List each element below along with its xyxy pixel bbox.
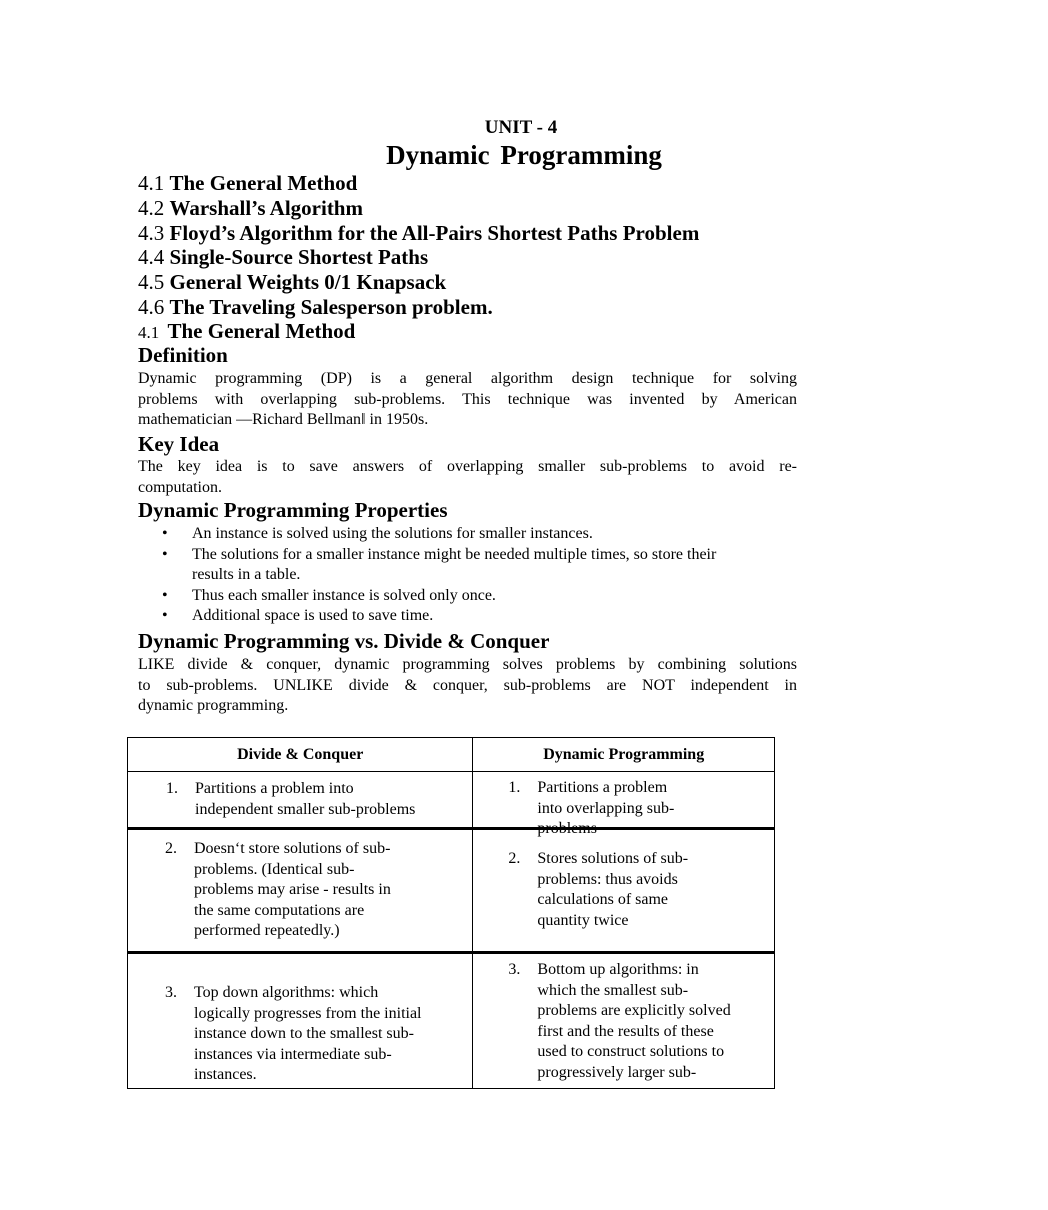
cell-line: used to construct solutions to [537,1043,725,1061]
comparison-paragraph [138,655,797,717]
cell-line: logically progresses from the initial [194,1004,422,1022]
cell-line: quantity twice [537,911,629,929]
paragraph-line: The key idea is to save answers of overlapping smaller sub-problems to avoid re- [138,458,797,475]
section-number: 4.1 [138,323,160,342]
cell-line: Partitions a problem [537,779,668,796]
cell-line: Stores solutions of sub- [537,850,689,867]
table-row [128,829,775,953]
list-item-text: Thus each smaller instance is solved only once. [192,586,496,604]
comparison-heading: Dynamic Programming vs. Divide & Conquer [138,629,550,653]
cell-line: which the smallest sub- [537,981,689,999]
cell-line: problems: thus avoids [537,870,678,888]
cell-line: first and the results of these [537,1022,714,1040]
list-item [162,524,792,545]
list-item [162,586,792,607]
bullet-icon: • [162,586,168,604]
toc-item [138,270,446,295]
toc-number: 4.2 [138,196,165,220]
cell-line: performed repeatedly.) [194,922,340,940]
page-title: Dynamic Programming [386,140,662,170]
toc-item [138,171,357,196]
comparison-table [127,737,775,1089]
list-item-text: Additional space is used to save time. [192,607,434,624]
item-number: 3. [508,961,521,978]
item-number: 3. [165,984,177,1001]
key-idea-paragraph [138,457,797,498]
cell-line: problems [537,820,597,838]
toc-number: 4.6 [138,295,165,319]
cell-line: Doesn‘t store solutions of sub- [194,840,391,857]
cell-line: problems may arise - results in [194,881,391,899]
column-header: Divide & Conquer [128,738,473,772]
list-item [162,545,792,586]
table-cell [128,829,473,953]
unit-label: UNIT - 4 [484,117,558,138]
toc-label: The Traveling Salesperson problem. [169,295,493,319]
toc-label: General Weights 0/1 Knapsack [169,270,447,294]
cell-line: calculations of same [537,891,669,909]
toc-label: Warshall’s Algorithm [169,196,363,220]
toc-number: 4.3 [138,221,165,245]
table-row [128,953,775,1089]
cell-line: Top down algorithms: which [194,984,379,1001]
cell-line: Partitions a problem into [195,780,354,797]
toc-label: Floyd’s Algorithm for the All-Pairs Shortest Paths Problem [169,221,700,245]
cell-line: instance down to the smallest sub- [194,1025,414,1043]
item-number: 1. [508,779,521,796]
toc-item [138,221,699,246]
properties-list [162,524,792,627]
toc-number: 4.5 [138,270,165,294]
cell-line: instances via intermediate sub- [194,1045,392,1063]
definition-paragraph [138,369,797,431]
bullet-icon: • [162,525,168,542]
table-header-row [128,738,775,772]
item-number: 2. [508,850,521,867]
toc-label: Single-Source Shortest Paths [169,245,429,269]
cell-line: independent smaller sub-problems [195,800,416,818]
cell-line: problems are explicitly solved [537,1002,731,1020]
section-heading [138,319,355,344]
paragraph-line: computation. [138,478,222,496]
section-label: The General Method [167,319,356,343]
list-item-text: The solutions for a smaller instance might be needed multiple times, so store their [192,545,717,563]
paragraph-line: LIKE divide & conquer, dynamic programming solves problems by combining solutions [138,656,797,673]
table-cell [473,772,775,838]
paragraph-line: problems with overlapping sub-problems. This technique was invented by American [138,390,797,408]
table-cell [473,953,775,1089]
table-cell [473,829,775,953]
key-idea-heading: Key Idea [138,432,220,456]
paragraph-line: Dynamic programming (DP) is a general algorithm design technique for solving [138,370,797,387]
list-item-text: An instance is solved using the solutions for smaller instances. [192,525,593,542]
cell-line: into overlapping sub- [537,799,675,817]
cell-line: the same computations are [194,901,365,919]
properties-heading: Dynamic Programming Properties [138,498,448,522]
item-number: 1. [166,780,178,797]
item-number: 2. [165,840,177,857]
list-item-text: results in a table. [192,566,301,583]
bullet-icon: • [162,545,168,563]
toc-number: 4.4 [138,245,165,269]
paragraph-line: to sub-problems. UNLIKE divide & conquer, sub-problems are NOT independent in [138,676,797,694]
cell-line: problems. (Identical sub- [194,860,355,878]
list-item [162,606,792,627]
cell-line: instances. [194,1066,257,1084]
paragraph-line: dynamic programming. [138,697,289,714]
definition-heading: Definition [138,343,228,367]
table-cell [128,953,473,1089]
table-row [128,772,775,829]
cell-line: Bottom up algorithms: in [537,961,699,978]
table-cell [128,772,473,829]
cell-line: progressively larger sub- [537,1063,697,1081]
toc-number: 4.1 [138,171,165,195]
toc-label: The General Method [169,171,358,195]
column-header: Dynamic Programming [473,738,775,772]
toc-item [138,295,493,320]
toc-item [138,196,363,221]
bullet-icon: • [162,607,168,624]
paragraph-line: mathematician ―Richard Bellman‖ in 1950s. [138,411,429,428]
toc-item [138,245,428,270]
